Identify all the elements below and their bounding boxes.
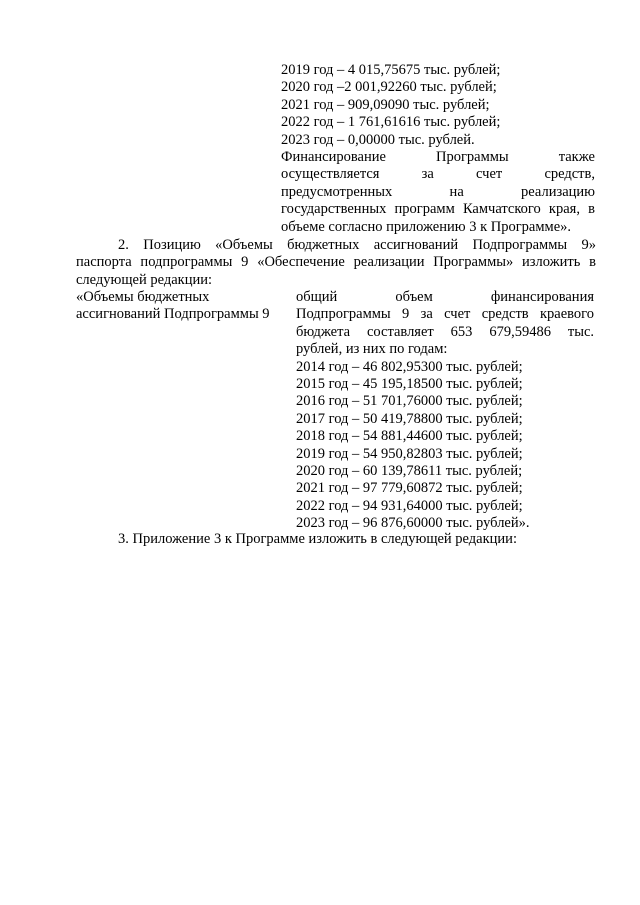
financing-text-line: осуществляется за счет средств, [281, 166, 595, 183]
table-year-line: 2015 год – 45 195,18500 тыс. рублей; [296, 375, 523, 392]
paragraph-2 [76, 237, 596, 289]
table-right-cell [296, 289, 594, 532]
table-left-line: «Объемы бюджетных [76, 289, 210, 305]
year-line: 2023 год – 0,00000 тыс. рублей. [281, 131, 475, 148]
paragraph-line: паспорта подпрограммы 9 «Обеспечение реализации Программы» изложить в [76, 254, 596, 271]
table-year-line: 2019 год – 54 950,82803 тыс. рублей; [296, 445, 523, 462]
paragraph-3 [76, 531, 596, 548]
paragraph-line: 2. Позицию «Объемы бюджетных ассигнований Подпрограммы 9» [118, 237, 596, 253]
year-line: 2019 год – 4 015,75675 тыс. рублей; [281, 62, 501, 78]
table-right-intro-line: рублей, из них по годам: [296, 341, 448, 358]
table-right-intro-line: общий объем финансирования [296, 289, 594, 305]
top-financing-block [281, 62, 595, 236]
table-year-line: 2021 год – 97 779,60872 тыс. рублей; [296, 480, 523, 497]
table-year-line: 2016 год – 51 701,76000 тыс. рублей; [296, 393, 523, 410]
table-year-line: 2020 год – 60 139,78611 тыс. рублей; [296, 462, 523, 479]
table-right-intro-line: бюджета составляет 653 679,59486 тыс. [296, 323, 594, 340]
table-year-line: 2017 год – 50 419,78800 тыс. рублей; [296, 410, 523, 427]
financing-text-line: объеме согласно приложению 3 к Программе». [281, 218, 572, 235]
table-year-line: 2023 год – 96 876,60000 тыс. рублей». [296, 515, 530, 532]
table-left-cell [76, 289, 281, 324]
paragraph-line: следующей редакции: [76, 271, 213, 288]
table-left-line: ассигнований Подпрограммы 9 [76, 306, 270, 323]
table-year-line: 2022 год – 94 931,64000 тыс. рублей; [296, 497, 523, 514]
table-year-line: 2018 год – 54 881,44600 тыс. рублей; [296, 428, 523, 445]
year-line: 2022 год – 1 761,61616 тыс. рублей; [281, 114, 501, 131]
year-line: 2020 год –2 001,92260 тыс. рублей; [281, 79, 497, 96]
year-line: 2021 год – 909,09090 тыс. рублей; [281, 96, 490, 113]
financing-text-line: государственных программ Камчатского края, в [281, 201, 595, 218]
paragraph-line: 3. Приложение 3 к Программе изложить в следующей редакции: [118, 531, 517, 547]
financing-text-line: Финансирование Программы также [281, 148, 595, 165]
table-right-intro-line: Подпрограммы 9 за счет средств краевого [296, 306, 594, 323]
financing-text-line: предусмотренных на реализацию [281, 183, 595, 200]
table-year-line: 2014 год – 46 802,95300 тыс. рублей; [296, 358, 523, 375]
